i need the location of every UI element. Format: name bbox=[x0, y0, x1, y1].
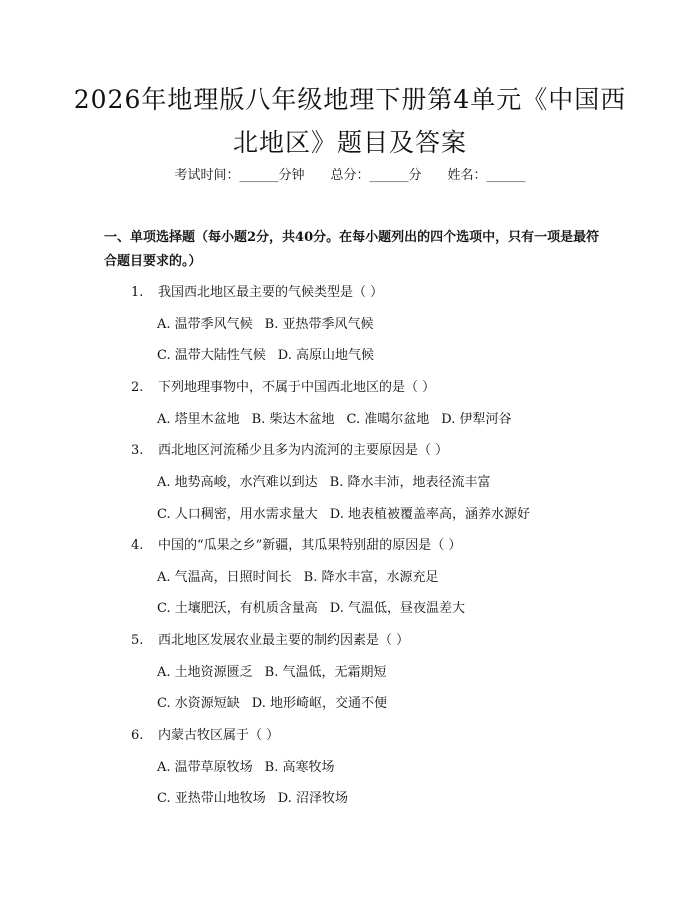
option-b: B. 亚热带季风气候 bbox=[264, 317, 374, 332]
question-number: 2. bbox=[131, 380, 144, 395]
question-3-options-row-1 bbox=[157, 473, 602, 493]
option-b: B. 高寒牧场 bbox=[264, 760, 335, 775]
option-a: A. 气温高，日照时间长 bbox=[157, 570, 292, 585]
option-a: A. 温带草原牧场 bbox=[157, 760, 253, 775]
option-b: B. 降水丰沛，地表径流丰富 bbox=[329, 475, 491, 490]
option-b: B. 气温低，无霜期短 bbox=[264, 665, 387, 680]
option-a: A. 土地资源匮乏 bbox=[157, 665, 253, 680]
student-name-field: 姓名：______ bbox=[447, 168, 526, 183]
question-3-options-row-2 bbox=[157, 505, 602, 525]
option-d: D. 沼泽牧场 bbox=[277, 791, 348, 806]
option-c: C. 水资源短缺 bbox=[157, 696, 240, 711]
question-number: 5. bbox=[131, 633, 144, 648]
question-stem: 下列地理事物中，不属于中国西北地区的是（ ） bbox=[158, 380, 436, 395]
option-c: C. 土壤肥沃，有机质含量高 bbox=[157, 601, 318, 616]
question-stem: 中国的“瓜果之乡”新疆，其瓜果特别甜的原因是（ ） bbox=[158, 538, 462, 553]
question-4-options-row-2 bbox=[157, 599, 602, 619]
question-4 bbox=[131, 536, 601, 556]
option-a: A. 塔里木盆地 bbox=[157, 412, 240, 427]
page-title: 2026年地理版八年级地理下册第4单元《中国西北地区》题目及答案 bbox=[73, 85, 627, 157]
exam-info-line bbox=[0, 166, 700, 186]
section-heading: 一、单项选择题（每小题2分，共40分。在每小题列出的四个选项中，只有一项是最符合题目要求的。） bbox=[104, 230, 600, 269]
question-stem: 内蒙古牧区属于（ ） bbox=[158, 728, 280, 743]
question-1 bbox=[131, 283, 601, 303]
question-6-options-row-1 bbox=[157, 758, 602, 778]
option-b: B. 降水丰富，水源充足 bbox=[303, 570, 439, 585]
option-a: A. 温带季风气候 bbox=[157, 317, 253, 332]
question-number: 4. bbox=[131, 538, 144, 553]
total-score-field: 总分：______分 bbox=[330, 168, 422, 183]
question-1-options-row-1 bbox=[157, 315, 602, 335]
question-5-options-row-2 bbox=[157, 694, 602, 714]
option-d: D. 高原山地气候 bbox=[277, 348, 374, 363]
option-b: B. 柴达木盆地 bbox=[251, 412, 335, 427]
question-stem: 我国西北地区最主要的气候类型是（ ） bbox=[158, 285, 384, 300]
question-2 bbox=[131, 378, 601, 398]
question-5 bbox=[131, 631, 601, 651]
option-d: D. 地表植被覆盖率高，涵养水源好 bbox=[329, 507, 530, 522]
question-3 bbox=[131, 441, 601, 461]
question-number: 3. bbox=[131, 443, 144, 458]
question-6 bbox=[131, 726, 601, 746]
option-c: C. 人口稠密，用水需求量大 bbox=[157, 507, 318, 522]
option-d: D. 伊犁河谷 bbox=[441, 412, 512, 427]
question-4-options-row-1 bbox=[157, 568, 602, 588]
question-stem: 西北地区河流稀少且多为内流河的主要原因是（ ） bbox=[158, 443, 449, 458]
option-c: C. 准噶尔盆地 bbox=[346, 412, 430, 427]
option-d: D. 地形崎岖，交通不便 bbox=[251, 696, 387, 711]
question-2-options-row bbox=[157, 410, 602, 430]
question-stem: 西北地区发展农业最主要的制约因素是（ ） bbox=[158, 633, 410, 648]
question-5-options-row-1 bbox=[157, 663, 602, 683]
question-number: 1. bbox=[131, 285, 144, 300]
question-1-options-row-2 bbox=[157, 346, 602, 366]
question-number: 6. bbox=[131, 728, 144, 743]
question-6-options-row-2 bbox=[157, 789, 602, 809]
exam-time-field: 考试时间：______分钟 bbox=[174, 168, 305, 183]
option-c: C. 温带大陆性气候 bbox=[157, 348, 266, 363]
option-a: A. 地势高峻，水汽难以到达 bbox=[157, 475, 318, 490]
option-c: C. 亚热带山地牧场 bbox=[157, 791, 266, 806]
option-d: D. 气温低，昼夜温差大 bbox=[329, 601, 465, 616]
